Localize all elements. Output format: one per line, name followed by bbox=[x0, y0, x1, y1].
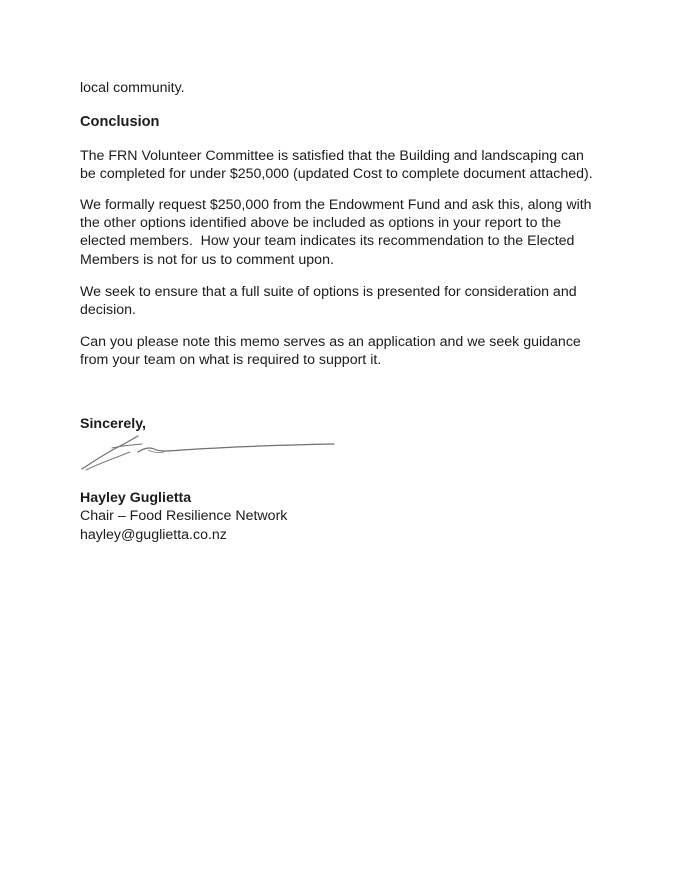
signer-title: Chair – Food Resilience Network bbox=[80, 508, 288, 524]
paragraph-line: decision. bbox=[80, 302, 136, 319]
paragraph-line: be completed for under $250,000 (updated Cost to complete document attached). bbox=[80, 166, 593, 183]
closing-salutation: Sincerely, bbox=[80, 416, 146, 432]
paragraph-request bbox=[80, 196, 592, 269]
paragraph-line: We formally request $250,000 from the Endowment Fund and ask this, along with bbox=[80, 197, 592, 213]
paragraph-options bbox=[80, 283, 577, 319]
paragraph-line: elected members. How your team indicates its recommendation to the Elected bbox=[80, 233, 575, 250]
paragraph-line: Members is not for us to comment upon. bbox=[80, 251, 334, 268]
signer-email: hayley@guglietta.co.nz bbox=[80, 527, 227, 543]
opening-fragment: local community. bbox=[80, 80, 185, 96]
paragraph-application bbox=[80, 333, 581, 369]
paragraph-line: the other options identified above be included as options in your report to the bbox=[80, 215, 562, 232]
paragraph-line: from your team on what is required to support it. bbox=[80, 352, 382, 369]
paragraph-line: Can you please note this memo serves as an application and we seek guidance bbox=[80, 334, 581, 350]
signer-name: Hayley Guglietta bbox=[80, 490, 192, 506]
handwritten-signature bbox=[78, 432, 340, 474]
paragraph-line: The FRN Volunteer Committee is satisfied that the Building and landscaping can bbox=[80, 148, 584, 164]
paragraph-satisfied bbox=[80, 147, 593, 183]
conclusion-heading: Conclusion bbox=[80, 114, 160, 130]
paragraph-line: We seek to ensure that a full suite of options is presented for consideration and bbox=[80, 284, 577, 300]
